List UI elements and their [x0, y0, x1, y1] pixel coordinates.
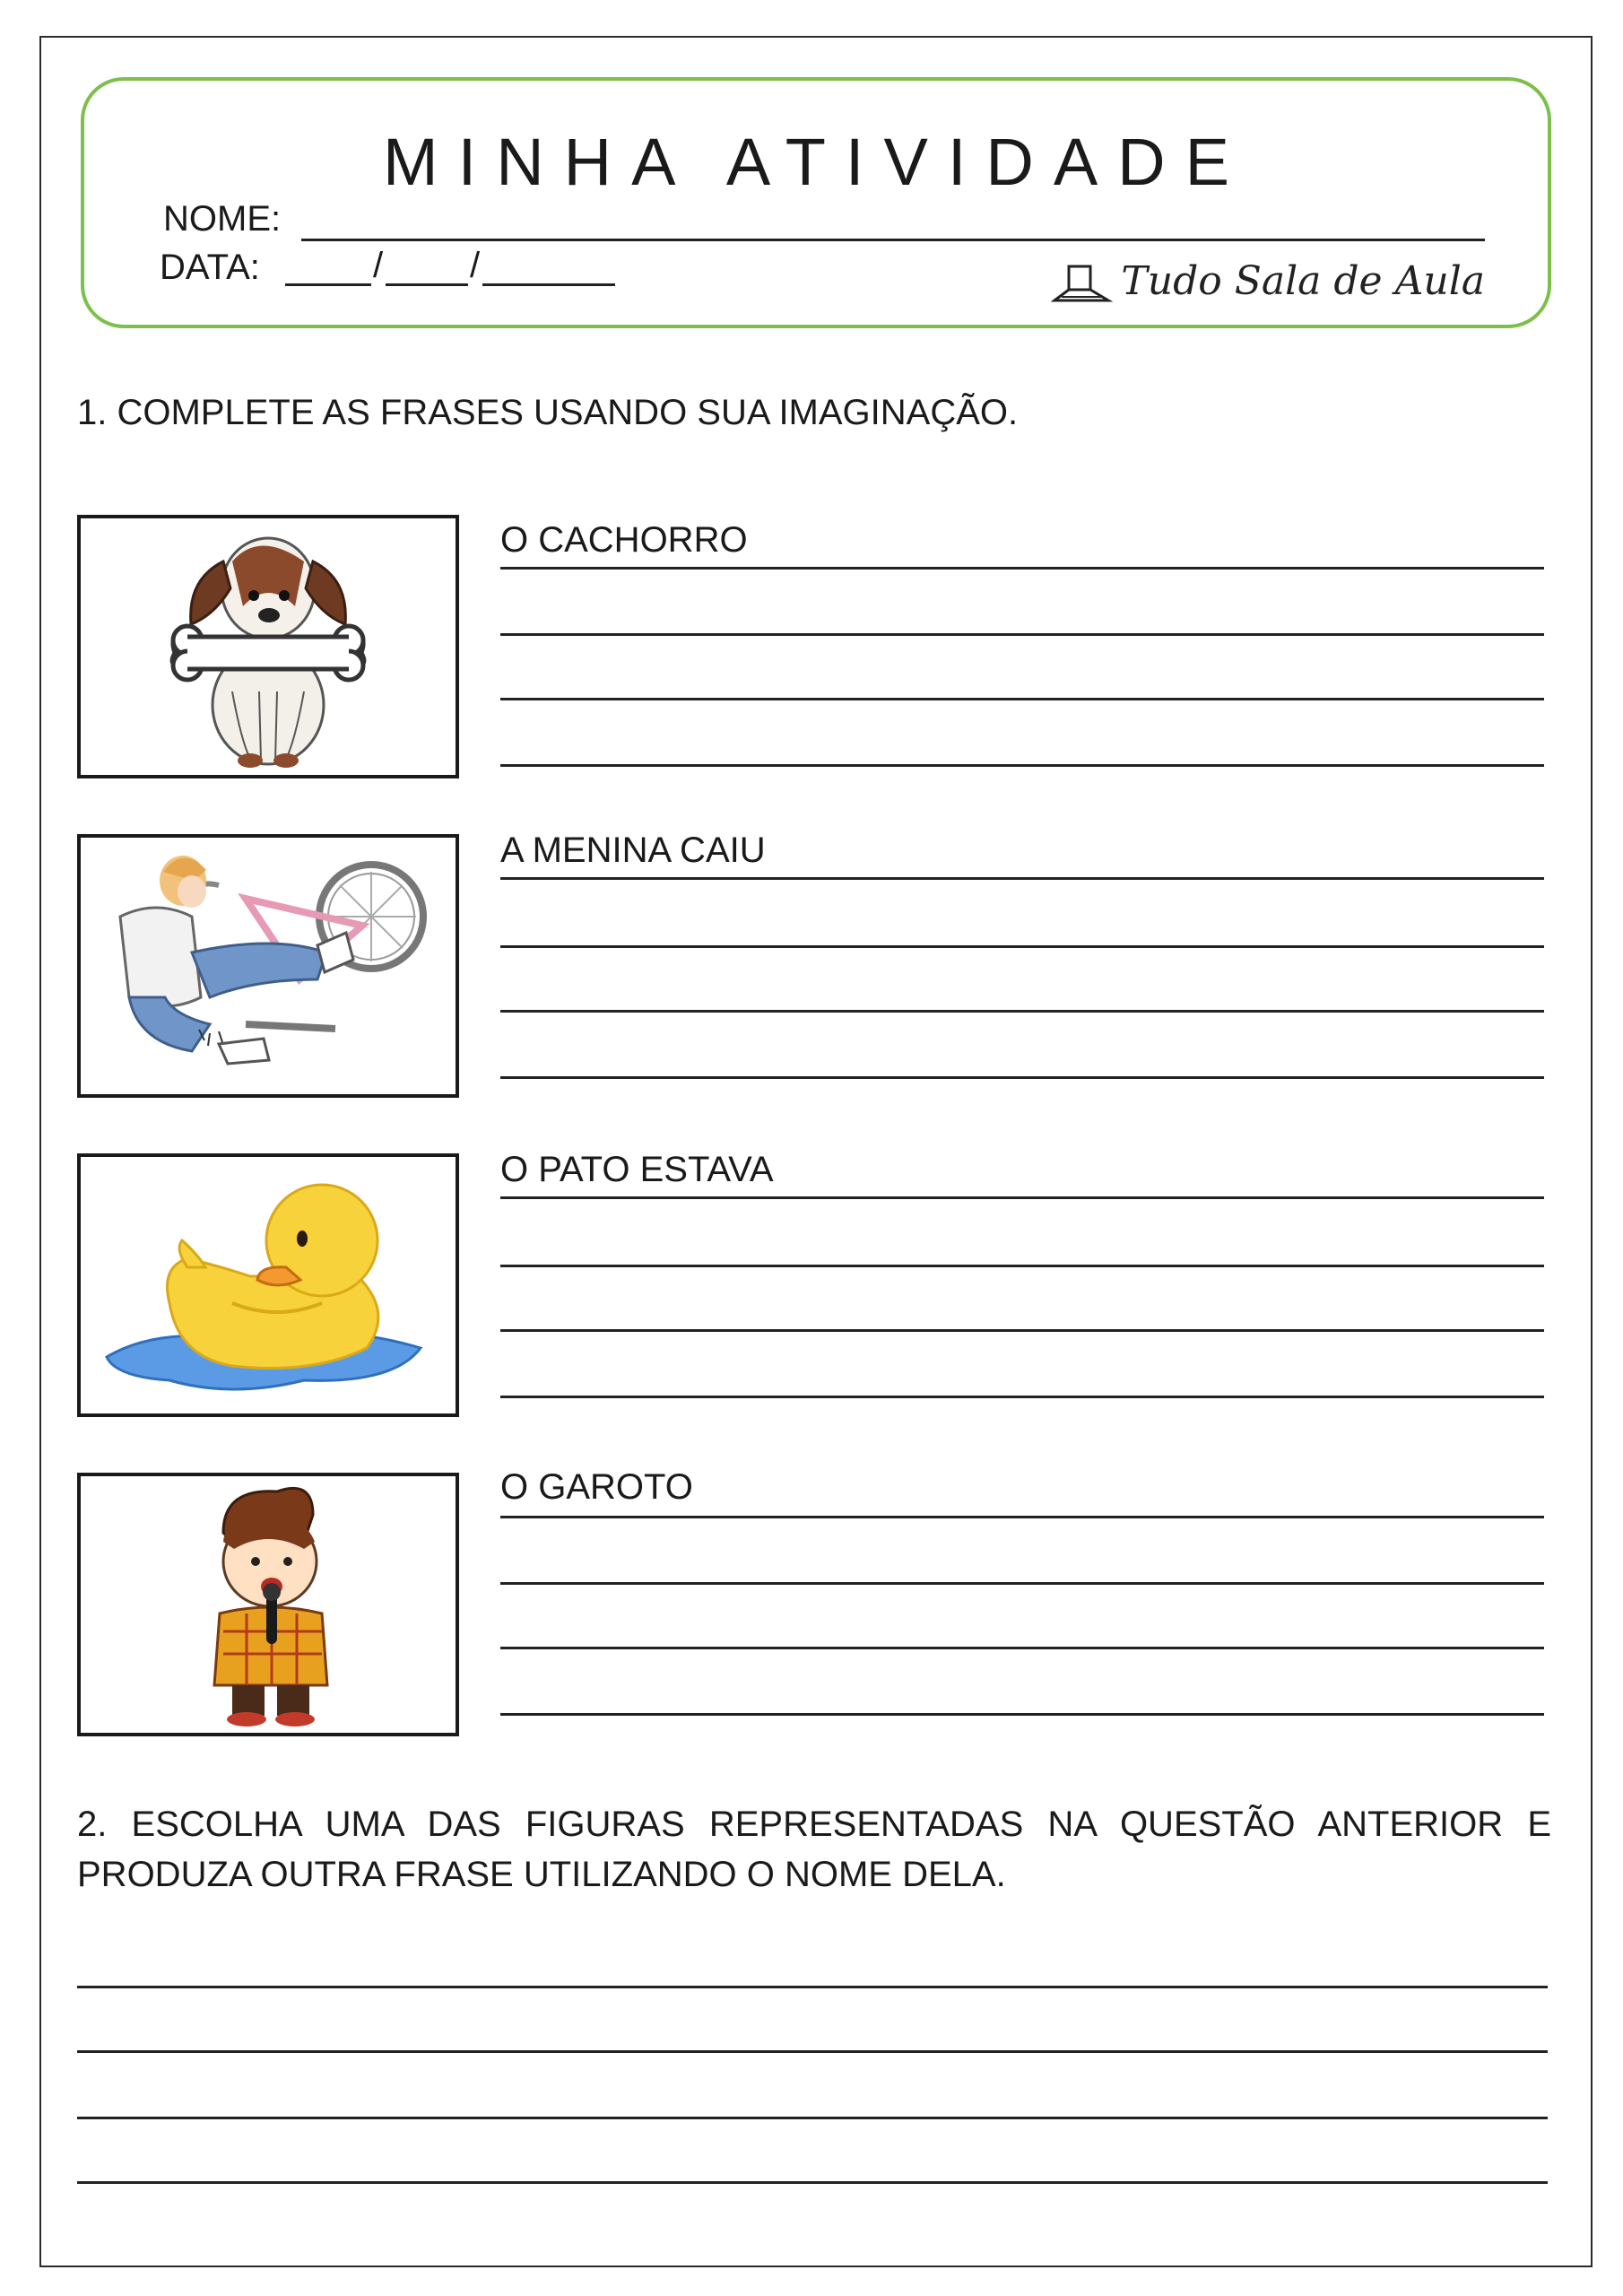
question-2-text: 2. ESCOLHA UMA DAS FIGURAS REPRESENTADAS NA QUESTÃO ANTERIOR E PRODUZA OUTRA FRASE UTILIZANDO O NOME DELA.: [77, 1805, 1551, 1894]
answer-line[interactable]: [500, 764, 1544, 767]
answer-line[interactable]: [500, 1196, 1544, 1199]
girl-fallen-bike-icon: [93, 845, 443, 1087]
sentence-start-dog: O CACHORRO: [500, 520, 748, 560]
answer-line[interactable]: [500, 698, 1544, 700]
brand-name: Tudo Sala de Aula: [1121, 258, 1485, 304]
duck-image: [77, 1153, 459, 1417]
answer-line[interactable]: [500, 1076, 1544, 1079]
answer-line[interactable]: [77, 2181, 1548, 2184]
answer-line[interactable]: [500, 1647, 1544, 1649]
dog-image: [77, 515, 459, 778]
dog-with-bone-icon: [161, 526, 376, 768]
laptop-icon: [1051, 263, 1114, 304]
answer-line[interactable]: [500, 1516, 1544, 1518]
sentence-start-girl: A MENINA CAIU: [500, 831, 766, 870]
answer-line[interactable]: [500, 945, 1544, 948]
brand-logo: [1051, 258, 1485, 304]
name-label: NOME:: [163, 199, 282, 239]
answer-line[interactable]: [500, 1010, 1544, 1013]
date-label: DATA:: [160, 248, 260, 287]
rubber-duck-icon: [98, 1169, 438, 1402]
answer-line[interactable]: [500, 877, 1544, 880]
answer-line[interactable]: [500, 1265, 1544, 1267]
answer-line[interactable]: [500, 1582, 1544, 1585]
boy-image: [77, 1473, 459, 1736]
answer-line[interactable]: [500, 633, 1544, 636]
girl-image: [77, 834, 459, 1098]
worksheet-title: MINHA ATIVIDADE: [383, 125, 1249, 199]
answer-line[interactable]: [500, 567, 1544, 570]
answer-line[interactable]: [77, 2117, 1548, 2119]
question-1-text: 1. COMPLETE AS FRASES USANDO SUA IMAGINAÇÃO.: [77, 393, 1019, 432]
answer-line[interactable]: [77, 1986, 1548, 1988]
header-box: MINHA ATIVIDADE NOME: DATA: / / Tudo Sala de Aula: [81, 77, 1551, 328]
sentence-start-boy: O GAROTO: [500, 1467, 693, 1507]
boy-singing-icon: [169, 1479, 367, 1730]
sentence-start-duck: O PATO ESTAVA: [500, 1150, 774, 1189]
answer-line[interactable]: [500, 1329, 1544, 1332]
page-frame: [39, 36, 1593, 2267]
answer-line[interactable]: [500, 1713, 1544, 1716]
answer-line[interactable]: [500, 1396, 1544, 1398]
answer-line[interactable]: [77, 2050, 1548, 2053]
name-field[interactable]: [301, 239, 1485, 241]
